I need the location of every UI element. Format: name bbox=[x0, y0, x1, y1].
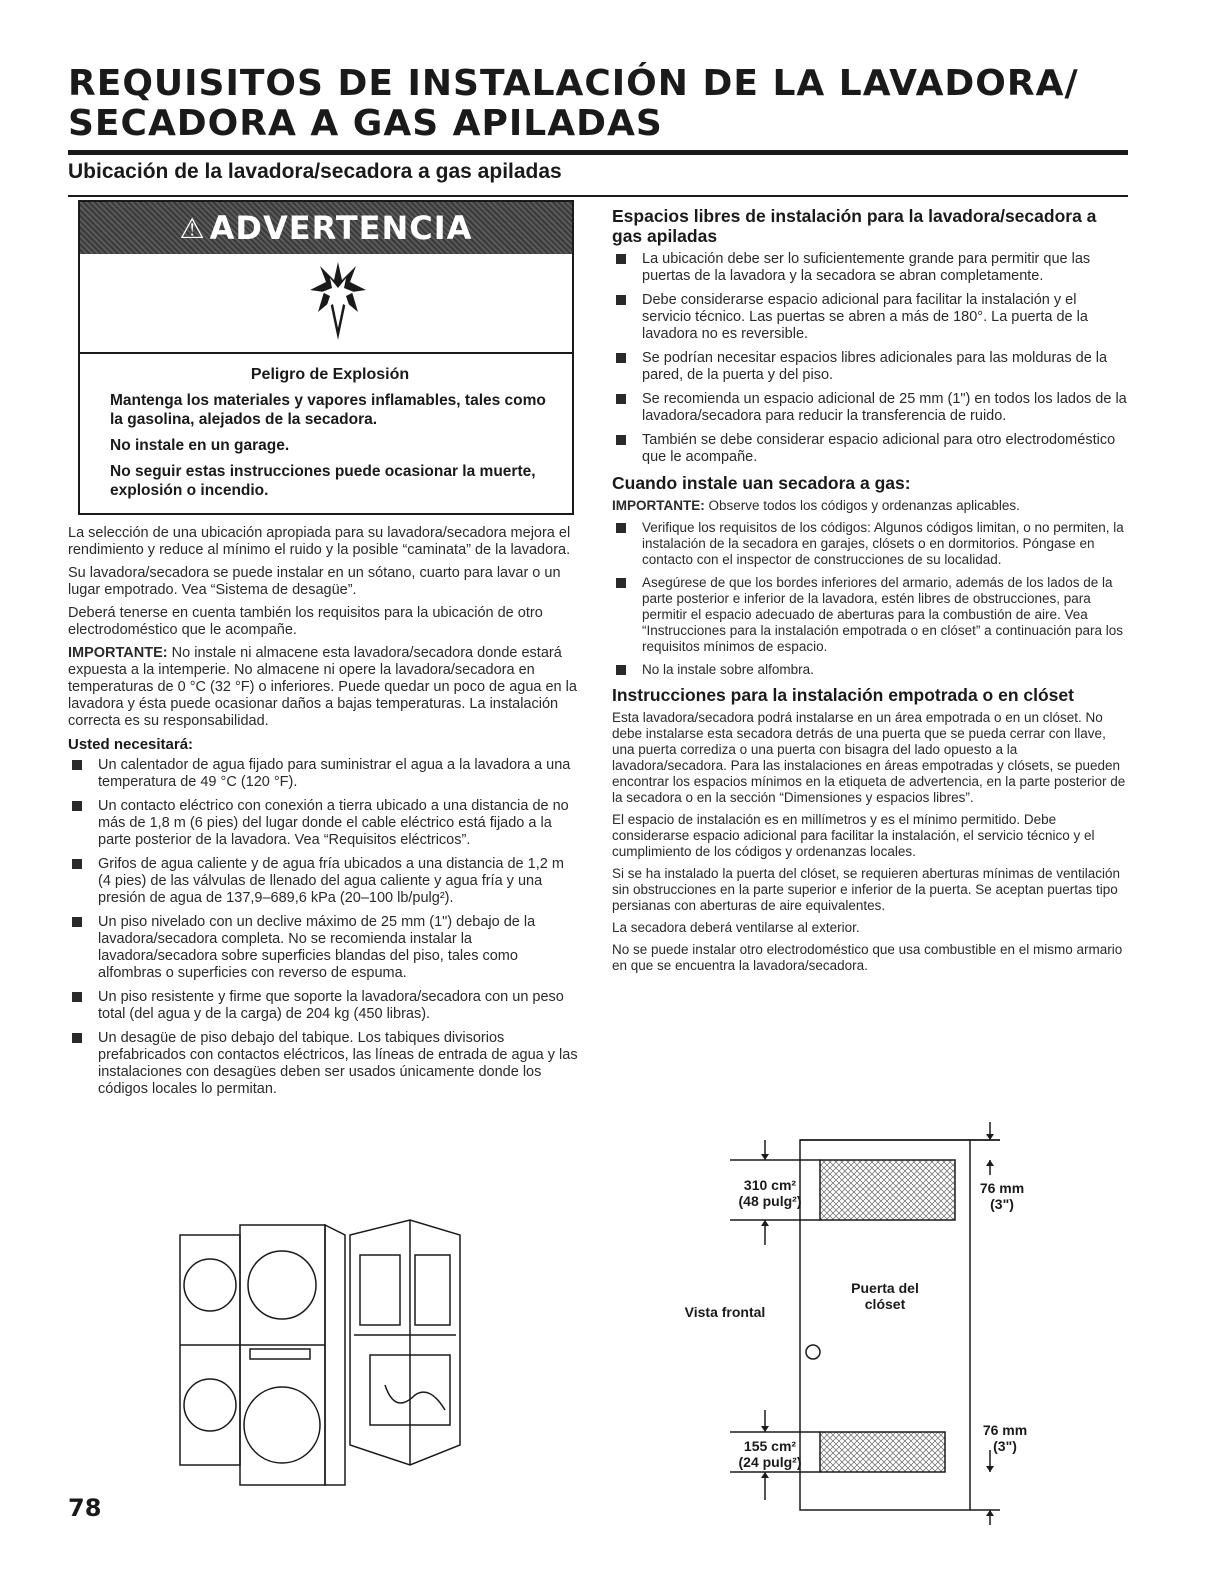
warning-text bbox=[110, 365, 550, 507]
clearance-heading: Espacios libres de instalación para la lavadora/secadora a gas apiladas bbox=[612, 206, 1097, 246]
bottom-opening-area: 155 cm² (24 pulg²) bbox=[738, 1438, 802, 1470]
page-title-line-2: SECADORA A GAS APILADAS bbox=[68, 103, 663, 144]
list-item: Un desagüe de piso debajo del tabique. Los tabiques divisorios prefabricados con contactos eléctricos, las líneas de entrada de agua y las instalaciones con desagües deben ser usados únicamente donde los códigos locales lo permitan. bbox=[68, 1030, 578, 1098]
page-number: 78 bbox=[68, 1494, 102, 1522]
list-item: La ubicación debe ser lo suficientemente grande para permitir que las puertas de la lavadora y la secadora se abran completamente. bbox=[612, 251, 1128, 285]
paragraph: Su lavadora/secadora se puede instalar en un sótano, cuarto para lavar o un lugar empotrado. Vea “Sistema de desagüe”. bbox=[68, 565, 561, 598]
warning-divider bbox=[80, 352, 572, 354]
stacked-washer-dryer-illustration bbox=[170, 1215, 470, 1495]
important-text: Observe todos los códigos y ordenanzas aplicables. bbox=[704, 498, 1020, 513]
explosion-icon bbox=[308, 262, 368, 342]
important-label: IMPORTANTE: bbox=[68, 645, 168, 661]
list-item: Verifique los requisitos de los códigos: Algunos códigos limitan, o no permiten, la instalación de la secadora en garajes, clósets o en dormitorios. Póngase en contacto con el inspector de construcciones de su localidad. bbox=[612, 520, 1128, 568]
door-label: Puerta del clóset bbox=[851, 1280, 919, 1312]
warning-hazard: Peligro de Explosión bbox=[250, 366, 410, 383]
top-opening-area: 310 cm² (48 pulg²) bbox=[738, 1177, 802, 1209]
paragraph: La secadora deberá ventilarse al exterior. bbox=[612, 920, 860, 935]
list-item: Asegúrese de que los bordes inferiores del armario, además de los lados de la parte posterior e inferior de la lavadora, estén libres de obstrucciones, para permitir el espacio adecuado de aberturas para la combustión de aire. Vea “Instrucciones para la instalación empotrada o en clóset” a continuación para los requisitos mínimos de espacio. bbox=[612, 575, 1128, 655]
list-item: No la instale sobre alfombra. bbox=[612, 662, 1128, 678]
paragraph: El espacio de instalación es en millímetros y es el mínimo permitido. Debe considerarse espacio adicional para facilitar la instalación, el servicio técnico y el cumplimiento de los códigos y ordenanzas locales. bbox=[612, 812, 1095, 859]
list-item: Grifos de agua caliente y de agua fría ubicados a una distancia de 1,2 m (4 pies) de las válvulas de llenado del agua caliente y agua fría y una presión de agua de 137,9–689,6 kPa (20–100 lb/pulg²). bbox=[68, 856, 578, 907]
closet-door-diagram bbox=[650, 1120, 1070, 1530]
paragraph: Deberá tenerse en cuenta también los requisitos para la ubicación de otro electrodoméstico que le acompañe. bbox=[68, 605, 543, 638]
important-label: IMPORTANTE: bbox=[612, 498, 705, 513]
list-item: Debe considerarse espacio adicional para facilitar la instalación y el servicio técnico. Las puertas se abren a más de 180°. La puerta de la lavadora no es reversible. bbox=[612, 292, 1128, 343]
warning-triangle-icon: ⚠ bbox=[179, 211, 206, 245]
clearance-list bbox=[612, 251, 1128, 466]
paragraph: Si se ha instalado la puerta del clóset, se requieren aberturas mínimas de ventilación sin obstrucciones en la parte superior e inferior de la puerta. Se aceptan puertas tipo persianas con aberturas de aire equivalentes. bbox=[612, 866, 1121, 913]
bottom-gap-label: 76 mm (3") bbox=[982, 1422, 1028, 1454]
gas-important-paragraph bbox=[612, 498, 1128, 514]
important-text: No instale ni almacene esta lavadora/secadora donde estará expuesta a la intemperie. No almacene ni opere la lavadora/secadora en temperaturas de 0 °C (32 °F) o inferiores. Puede quedar un poco de agua en la lavadora y ésta puede ocasionar daños a bajas temperaturas. La instalación correcta es su responsabilidad. bbox=[68, 645, 577, 729]
subtitle-divider bbox=[68, 195, 1128, 197]
left-column bbox=[68, 200, 578, 1105]
view-label: Vista frontal bbox=[684, 1304, 766, 1320]
paragraph: No se puede instalar otro electrodoméstico que usa combustible en el mismo armario en que se encuentra la lavadora/secadora. bbox=[612, 942, 1123, 973]
warning-header bbox=[80, 202, 572, 254]
needs-list bbox=[68, 757, 578, 1098]
list-item: Un calentador de agua fijado para suministrar el agua a la lavadora a una temperatura de 49 °C (120 °F). bbox=[68, 757, 578, 791]
top-gap-label: 76 mm (3") bbox=[979, 1180, 1025, 1212]
section-subtitle: Ubicación de la lavadora/secadora a gas apiladas bbox=[68, 160, 562, 183]
page-title bbox=[68, 64, 1128, 144]
list-item: Un piso nivelado con un declive máximo de 25 mm (1") debajo de la lavadora/secadora completa. No se recomienda instalar la lavadora/secadora sobre superficies blandas del piso, tales como alfombras o superficies con reverso de espuma. bbox=[68, 914, 578, 982]
list-item: Se podrían necesitar espacios libres adicionales para las molduras de la pared, de la puerta y del piso. bbox=[612, 350, 1128, 384]
gas-dryer-heading: Cuando instale uan secadora a gas: bbox=[612, 473, 911, 493]
warning-line: Mantenga los materiales y vapores inflamables, tales como la gasolina, alejados de la secadora. bbox=[110, 392, 546, 428]
warning-box bbox=[78, 200, 574, 515]
list-item: Un piso resistente y firme que soporte la lavadora/secadora con un peso total (del agua y de la carga) de 204 kg (450 libras). bbox=[68, 989, 578, 1023]
list-item: Un contacto eléctrico con conexión a tierra ubicado a una distancia de no más de 1,8 m (6 pies) del lugar donde el cable eléctrico está fijado a la parte posterior de la lavadora. Vea “Requisitos eléctricos”. bbox=[68, 798, 578, 849]
warning-line: No instale en un garage. bbox=[110, 437, 290, 454]
list-item: También se debe considerar espacio adicional para otro electrodoméstico que le acompañe. bbox=[612, 432, 1128, 466]
needs-heading: Usted necesitará: bbox=[68, 736, 194, 753]
paragraph: La selección de una ubicación apropiada para su lavadora/secadora mejora el rendimiento y reduce al mínimo el ruido y la posible “caminata” de la lavadora. bbox=[68, 525, 571, 558]
page-title-line-1: REQUISITOS DE INSTALACIÓN DE LA LAVADORA/ bbox=[68, 63, 1079, 104]
title-divider bbox=[68, 150, 1128, 155]
paragraph: Esta lavadora/secadora podrá instalarse en un área empotrada o en un clóset. No debe instalarse esta secadora detrás de una puerta que se pueda cerrar con llave, una puerta corrediza o una puerta con bisagra del lado opuesto a la lavadora/secadora. Para las instalaciones en áreas empotradas y clósets, se pueden encontrar los espacios mínimos en la etiqueta de advertencia, en la parte posterior de la secadora o en la sección “Dimensiones y espacios libres”. bbox=[612, 710, 1126, 805]
right-column bbox=[612, 200, 1128, 980]
warning-line: No seguir estas instrucciones puede ocasionar la muerte, explosión o incendio. bbox=[110, 463, 536, 499]
warning-header-label: ADVERTENCIA bbox=[209, 209, 473, 247]
closet-heading: Instrucciones para la instalación empotrada o en clóset bbox=[612, 685, 1074, 705]
gas-list bbox=[612, 520, 1128, 678]
list-item: Se recomienda un espacio adicional de 25 mm (1") en todos los lados de la lavadora/secadora para reducir la transferencia de ruido. bbox=[612, 391, 1128, 425]
important-paragraph bbox=[68, 645, 578, 730]
